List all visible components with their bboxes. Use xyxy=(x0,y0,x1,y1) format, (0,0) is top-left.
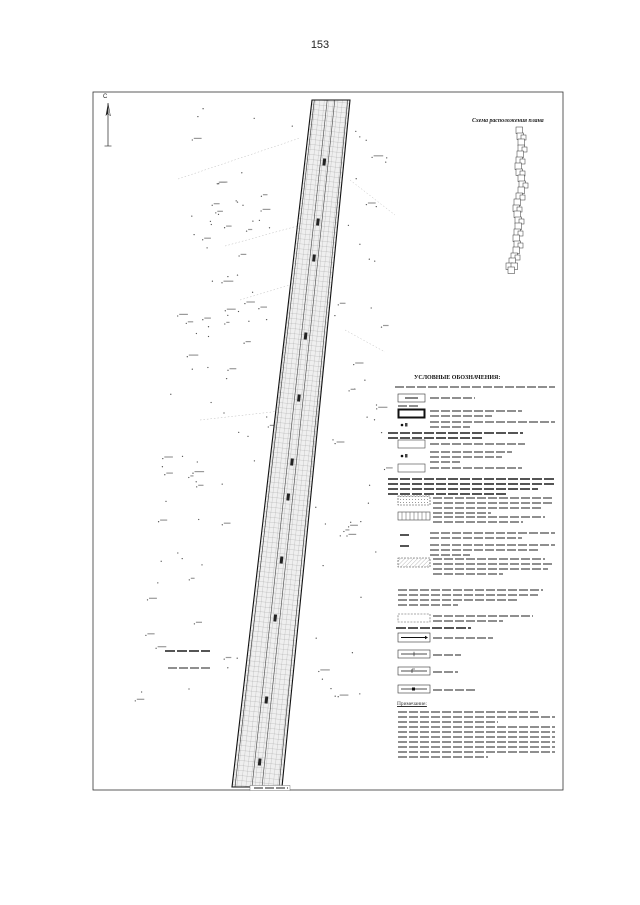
illegible-text-line xyxy=(430,532,555,534)
illegible-text-line xyxy=(433,620,503,622)
illegible-text-line xyxy=(430,461,460,463)
illegible-text-line xyxy=(430,549,540,551)
illegible-text-line xyxy=(430,451,512,453)
north-arrow-label: С xyxy=(103,94,108,100)
illegible-text-line xyxy=(400,545,409,547)
illegible-text-line xyxy=(433,558,545,560)
legend-title: УСЛОВНЫЕ ОБОЗНАЧЕНИЯ: xyxy=(414,375,501,381)
illegible-text-line xyxy=(430,410,522,412)
illegible-text-line xyxy=(388,488,538,490)
illegible-text-line xyxy=(388,432,523,434)
illegible-text-line xyxy=(433,507,543,509)
illegible-text-line xyxy=(395,386,555,388)
illegible-text-line xyxy=(396,627,471,629)
illegible-text-line xyxy=(433,516,545,518)
illegible-text-line xyxy=(433,654,461,656)
illegible-text-line xyxy=(430,443,525,445)
illegible-text-line xyxy=(388,493,506,495)
illegible-text-line xyxy=(430,544,555,546)
illegible-text-line xyxy=(398,731,555,733)
illegible-text-line xyxy=(165,650,210,652)
notes-title: Примечание: xyxy=(397,701,427,707)
illegible-text-line xyxy=(254,787,288,789)
illegible-text-line xyxy=(430,554,470,556)
illegible-text-line xyxy=(430,537,522,539)
illegible-text-line xyxy=(430,467,522,469)
illegible-text-line xyxy=(398,589,543,591)
illegible-text-line xyxy=(433,521,523,523)
illegible-text-line xyxy=(433,568,548,570)
page-number: 153 xyxy=(310,39,330,51)
illegible-text-line xyxy=(398,721,498,723)
illegible-text-line xyxy=(433,689,475,691)
illegible-text-line xyxy=(430,421,555,423)
illegible-text-line xyxy=(398,716,555,718)
inset-scheme-title: Схема расположения плана xyxy=(472,118,544,124)
illegible-text-line xyxy=(168,667,210,669)
illegible-text-line xyxy=(430,456,502,458)
illegible-text-line xyxy=(398,746,555,748)
illegible-text-line xyxy=(398,711,538,713)
illegible-text-line xyxy=(398,756,488,758)
illegible-text-line xyxy=(398,599,518,601)
illegible-text-line xyxy=(433,637,493,639)
illegible-text-line xyxy=(398,751,555,753)
illegible-text-line xyxy=(398,726,555,728)
illegible-text-line xyxy=(433,502,553,504)
illegible-text-line xyxy=(400,534,409,536)
illegible-text-line xyxy=(398,736,555,738)
illegible-text-line xyxy=(430,415,492,417)
illegible-text-line xyxy=(388,478,555,480)
illegible-text-line xyxy=(398,405,420,407)
illegible-text-line xyxy=(430,426,470,428)
illegible-text-line xyxy=(433,512,491,514)
illegible-text-line xyxy=(430,397,475,399)
illegible-text-line xyxy=(388,437,483,439)
illegible-text-line xyxy=(433,563,553,565)
illegible-text-line xyxy=(398,741,555,743)
illegible-text-line xyxy=(433,671,458,673)
illegible-text-line xyxy=(398,594,538,596)
illegible-text-line xyxy=(433,497,553,499)
illegible-text-line xyxy=(398,604,458,606)
illegible-text-line xyxy=(433,615,533,617)
illegible-text-line xyxy=(388,483,555,485)
illegible-text-line xyxy=(433,573,503,575)
